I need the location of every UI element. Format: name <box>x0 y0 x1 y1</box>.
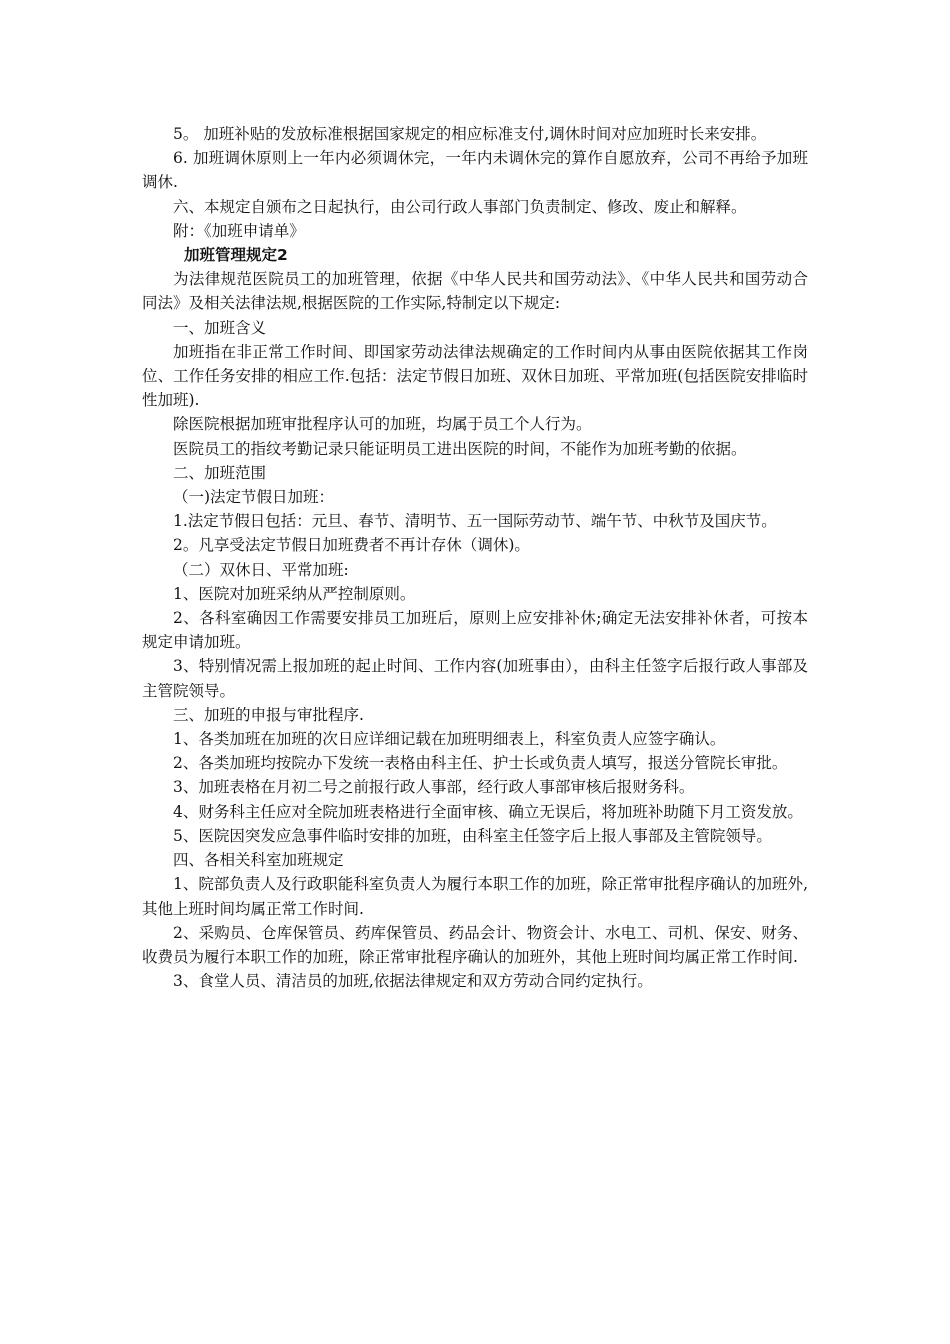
paragraph: 5。 加班补贴的发放标准根据国家规定的相应标准支付,调休时间对应加班时长来安排。 <box>173 125 767 143</box>
document-page <box>142 122 808 993</box>
paragraph: 2。凡享受法定节假日加班费者不再计存休（调休)。 <box>173 536 530 555</box>
paragraph: 为法律规范医院员工的加班管理，依据《中华人民共和国劳动法》、《中华人民共和国劳动合同法》及相关法律法规,根据医院的工作实际,特制定以下规定: <box>142 270 808 313</box>
paragraph: 医院员工的指纹考勤记录只能证明员工进出医院的时间，不能作为加班考勤的依据。 <box>173 439 747 458</box>
paragraph: 4、财务科主任应对全院加班表格进行全面审核、确立无误后，将加班补助随下月工资发放。 <box>173 802 803 821</box>
paragraph: 3、食堂人员、清洁员的加班,依据法律规定和双方劳动合同约定执行。 <box>173 972 653 991</box>
paragraph: 1.法定节假日包括：元旦、春节、清明节、五一国际劳动节、端午节、中秋节及国庆节。 <box>173 512 777 531</box>
paragraph: 1、医院对加班采纳从严控制原则。 <box>173 584 416 603</box>
section-title: 加班管理规定2 <box>184 246 288 265</box>
paragraph: 6. 加班调休原则上一年内必须调休完，一年内未调休完的算作自愿放弃，公司不再给予加班调休. <box>142 149 808 192</box>
subsection-heading: （一)法定节假日加班： <box>173 488 335 507</box>
paragraph: 3、加班表格在月初二号之前报行政人事部，经行政人事部审核后报财务科。 <box>173 778 695 797</box>
subsection-heading: （二）双休日、平常加班: <box>173 560 349 579</box>
section-heading: 四、各相关科室加班规定 <box>173 851 344 870</box>
paragraph: 加班指在非正常工作时间、即国家劳动法律法规确定的工作时间内从事由医院依据其工作岗位、工作任务安排的相应工作.包括：法定节假日加班、双休日加班、平常加班(包括医院安排临时性加班). <box>142 342 808 410</box>
paragraph: 2、各类加班均按院办下发统一表格由科主任、护士长或负责人填写，报送分管院长审批。 <box>173 754 788 773</box>
paragraph: 1、院部负责人及行政职能科室负责人为履行本职工作的加班，除正常审批程序确认的加班外,其他上班时间均属正常工作时间. <box>142 875 808 918</box>
paragraph: 六、本规定自颁布之日起执行，由公司行政人事部门负责制定、修改、废止和解释。 <box>173 197 747 216</box>
section-heading: 一、加班含义 <box>173 318 267 337</box>
paragraph: 5、医院因突发应急事件临时安排的加班，由科室主任签字后上报人事部及主管院领导。 <box>173 826 772 845</box>
paragraph: 1、各类加班在加班的次日应详细记载在加班明细表上，科室负责人应签字确认。 <box>173 730 726 749</box>
paragraph: 除医院根据加班审批程序认可的加班，均属于员工个人行为。 <box>173 415 592 434</box>
section-heading: 二、加班范围 <box>173 463 267 482</box>
paragraph: 2、各科室确因工作需要安排员工加班后，原则上应安排补休;确定无法安排补休者，可按本规定申请加班。 <box>142 609 808 652</box>
paragraph: 2、采购员、仓库保管员、药库保管员、药品会计、物资会计、水电工、司机、保安、财务、收费员为履行本职工作的加班，除正常审批程序确认的加班外，其他上班时间均属正常工作时间. <box>142 923 808 966</box>
attachment-note: 附：《加班申请单》 <box>173 221 305 240</box>
section-heading: 三、加班的申报与审批程序. <box>173 705 364 724</box>
paragraph: 3、特别情况需上报加班的起止时间、工作内容(加班事由），由科主任签字后报行政人事部及主管院领导。 <box>142 657 808 700</box>
